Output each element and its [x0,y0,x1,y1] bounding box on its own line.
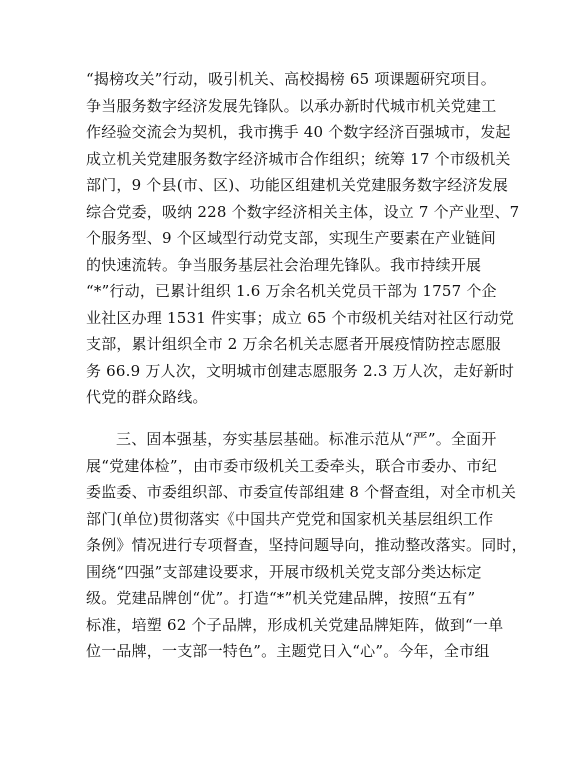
text-line: 作经验交流会为契机，我市携手 40 个数字经济百强城市，发起 [86,123,511,141]
text-line: 争当服务数字经济发展先锋队。以承办新时代城市机关党建工 [86,96,497,115]
text-line: “*”行动，已累计组织 1.6 万余名机关党员干部为 1757 个企 [86,282,497,300]
text-line: 展“党建体检”，由市委市级机关工委牵头，联合市委办、市纪 [86,456,497,475]
text-line: 部门(单位)贯彻落实《中国共产党党和国家机关基层组织工作 [86,509,494,528]
text-line: 综合党委，吸纳 228 个数字经济相关主体，设立 7 个产业型、7 [86,202,520,221]
text-line: 标准，培塑 62 个子品牌，形成机关党建品牌矩阵，做到“一单 [86,615,504,634]
text-line: 代党的群众路线。 [86,388,208,406]
text-line: 位一品牌，一支部一特色”。主题党日入“心”。今年，全市组 [86,642,490,660]
text-line: 条例》情况进行专项督查，坚持问题导向，推动整改落实。同时， [86,536,527,554]
text-line: 围绕“四强”支部建设要求，开展市级机关党支部分类达标定 [86,562,482,581]
text-line: 委监委、市委组织部、市委宣传部组建 8 个督查组，对全市机关 [86,483,517,501]
text-line: 部门，9 个县(市、区)、功能区组建机关党建服务数字经济发展 [86,176,509,194]
text-line: 业社区办理 1531 件实事；成立 65 个市级机关结对社区行动党 [86,308,514,327]
text-line: 的快速流转。争当服务基层社会治理先锋队。我市持续开展 [86,255,482,274]
text-line: “揭榜攻关”行动，吸引机关、高校揭榜 65 项课题研究项目。 [86,70,496,88]
text-line: 个服务型、9 个区域型行动党支部，实现生产要素在产业链间 [86,229,496,247]
paragraph-top [86,66,520,411]
text-line: 支部，累计组织全市 2 万余名机关志愿者开展疫情防控志愿服 [86,335,501,353]
text-line: 务 66.9 万人次，文明城市创建志愿服务 2.3 万人次，走好新时 [86,361,515,380]
text-line: 级。党建品牌创“优”。打造“*”机关党建品牌，按照“五有” [86,589,476,607]
text-line: 三、固本强基，夯实基层基础。标准示范从“严”。全面开 [116,430,497,448]
paragraph-bottom [86,426,527,665]
text-line: 成立机关党建服务数字经济城市合作组织；统筹 17 个市级机关 [86,149,511,168]
